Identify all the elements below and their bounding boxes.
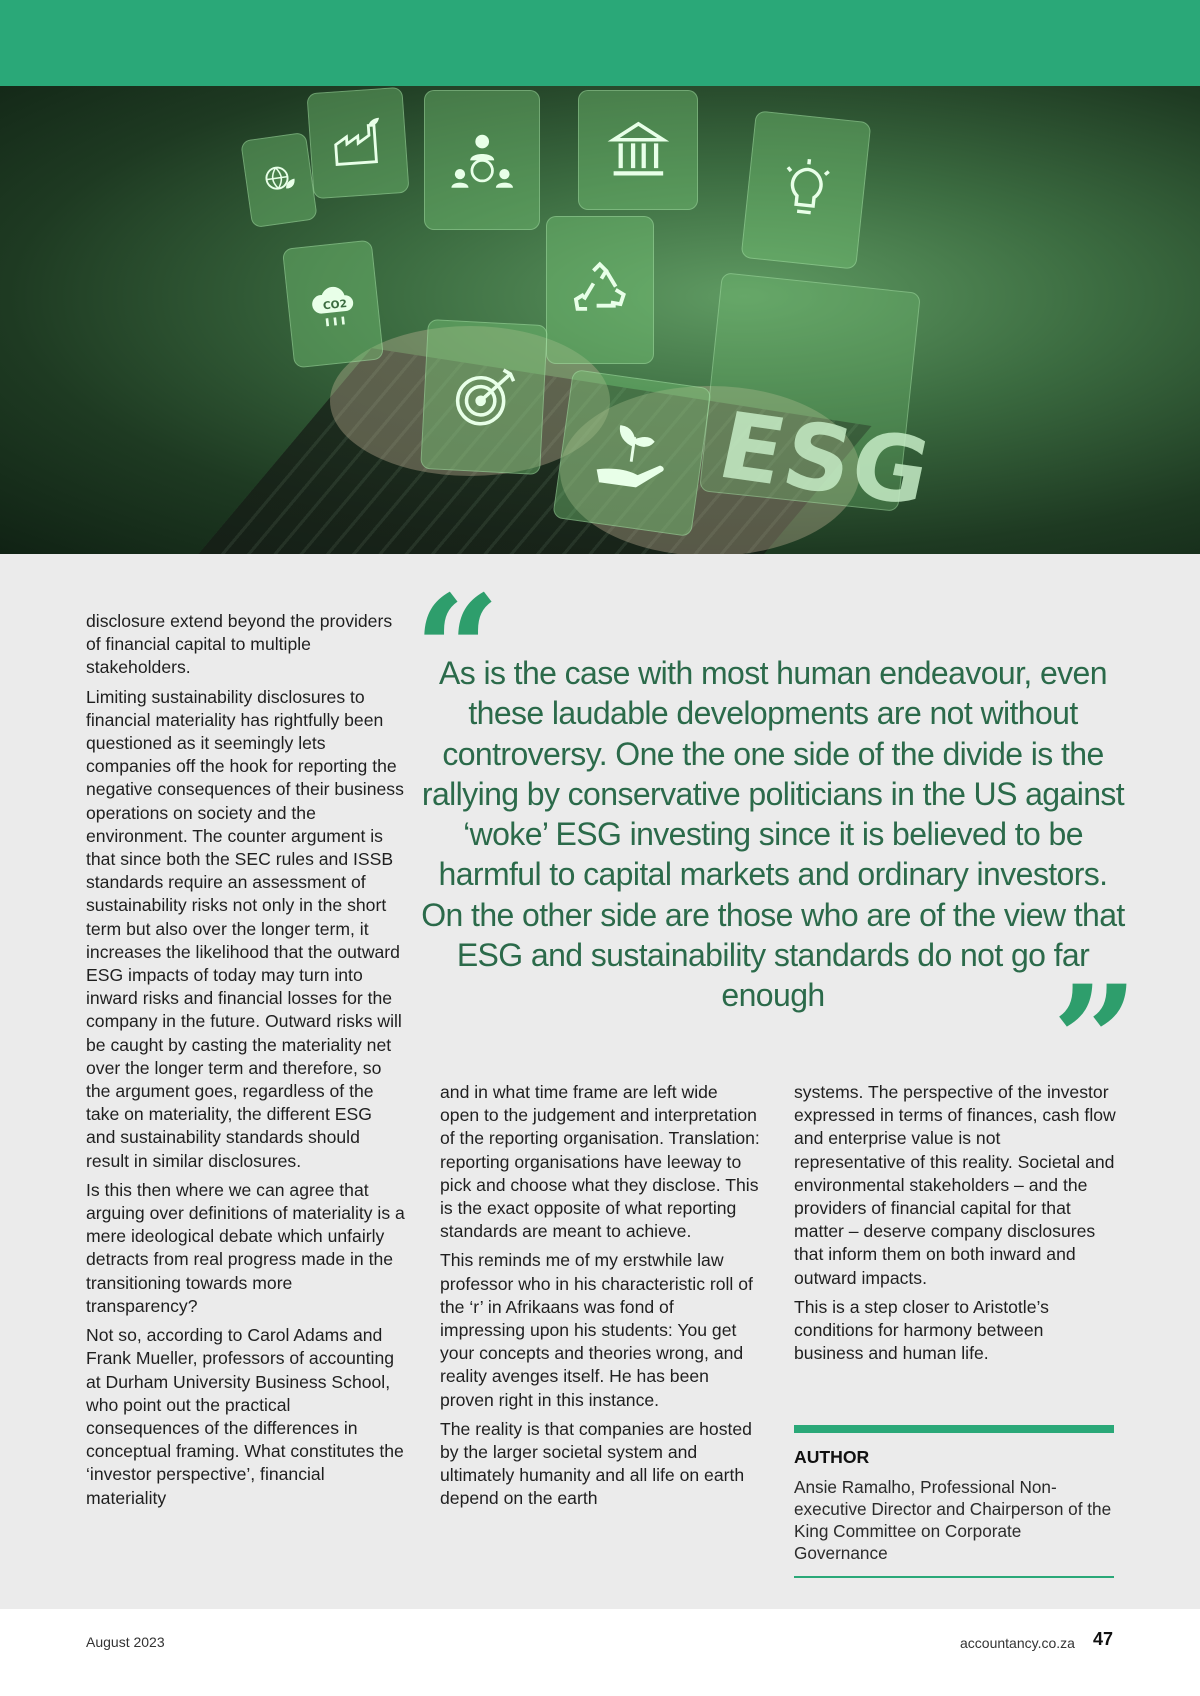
article-column-3 (794, 1081, 1116, 1371)
pull-quote: As is the case with most human endeavour, even these laudable developments are not without controversy. One the one side of the divide is the rallying by conservative politicians in the US against ‘woke’ ESG investing since it is believed to be harmful to capital markets and ordinary investors. On the other side are those who are of the view that ESG and sustainability standards do not go far enough (421, 655, 1125, 1014)
article-column-1 (86, 610, 406, 1516)
paragraph: systems. The perspective of the investor expressed in terms of finances, cash flow and enterprise value is not representative of this reality. Societal and environmental stakeholders – and the providers of financial capital for that matter – deserve company disclosures that inform them on both inward and outward impacts. (794, 1082, 1116, 1288)
factory-icon (306, 87, 409, 199)
recycle-icon (546, 216, 654, 364)
paragraph: This reminds me of my erstwhile law professor who in his characteristic roll of the ‘r’ in Afrikaans was fond of impressing upon his students: You get your concepts and theories wrong, and reality avenges itself. He has been proven right in this instance. (440, 1250, 753, 1410)
co2-cloud-icon (282, 240, 384, 369)
paragraph: Is this then where we can agree that arguing over definitions of materiality is a mere ideological debate which unfairly detracts from real progress made in the transitioning towards more transparency? (86, 1179, 405, 1316)
top-color-bar (0, 0, 1200, 86)
author-box (794, 1425, 1114, 1578)
hand-plant-icon (552, 369, 712, 537)
hero-image-esg (0, 86, 1200, 554)
open-quote-mark: “ (414, 576, 501, 666)
paragraph: Not so, according to Carol Adams and Frank Mueller, professors of accounting at Durham University Business School, who point out the practical consequences of the differences in conceptual framing. What constitutes the ‘investor perspective’, financial materiality (86, 1325, 404, 1508)
footer-date: August 2023 (86, 1634, 165, 1650)
paragraph: Limiting sustainability disclosures to financial materiality has rightfully been questioned as it seemingly lets companies off the hook for reporting the negative consequences of their business operations on society and the environment. The counter argument is that since both the SEC rules and ISSB standards require an assessment of sustainability risks not only in the short term but also over the longer term, it increases the likelihood that the outward ESG impacts of today may turn into inward risks and financial losses for the company in the future. Outward risks will be caught by casting the materiality net over the longer term and therefore, so the argument goes, regardless of the take on materiality, the different ESG and sustainability standards should result in similar disclosures. (86, 686, 404, 1171)
footer-website: accountancy.co.za (960, 1635, 1075, 1651)
paragraph: This is a step closer to Aristotle’s conditions for harmony between business and human life. (794, 1296, 1049, 1364)
paragraph: and in what time frame are left wide open to the judgement and interpretation of the reporting organisation. Translation: reporting organisations have leeway to pick and choose what they disclose. This is the exact opposite of what reporting standards are meant to achieve. (440, 1082, 760, 1242)
page-number: 47 (1093, 1629, 1114, 1649)
esg-label: ESG (709, 392, 941, 527)
author-heading: AUTHOR (794, 1447, 870, 1467)
author-bio: Ansie Ramalho, Professional Non-executive Director and Chairperson of the King Committee on Corporate Governance (794, 1477, 1112, 1563)
people-network-icon (424, 90, 540, 230)
author-bottom-rule (794, 1576, 1114, 1578)
bank-icon (578, 90, 698, 210)
co2-label: CO2 (321, 297, 348, 313)
lightbulb-icon (741, 110, 872, 269)
globe-leaf-icon (240, 132, 318, 228)
target-icon (420, 319, 548, 475)
paragraph: The reality is that companies are hosted by the larger societal system and ultimately humanity and all life on earth depend on the earth (440, 1418, 752, 1509)
paragraph: disclosure extend beyond the providers of financial capital to multiple stakeholders. (86, 611, 393, 678)
close-quote-mark: ” (1052, 966, 1139, 1056)
author-top-rule (794, 1425, 1114, 1433)
article-column-2 (440, 1081, 760, 1517)
